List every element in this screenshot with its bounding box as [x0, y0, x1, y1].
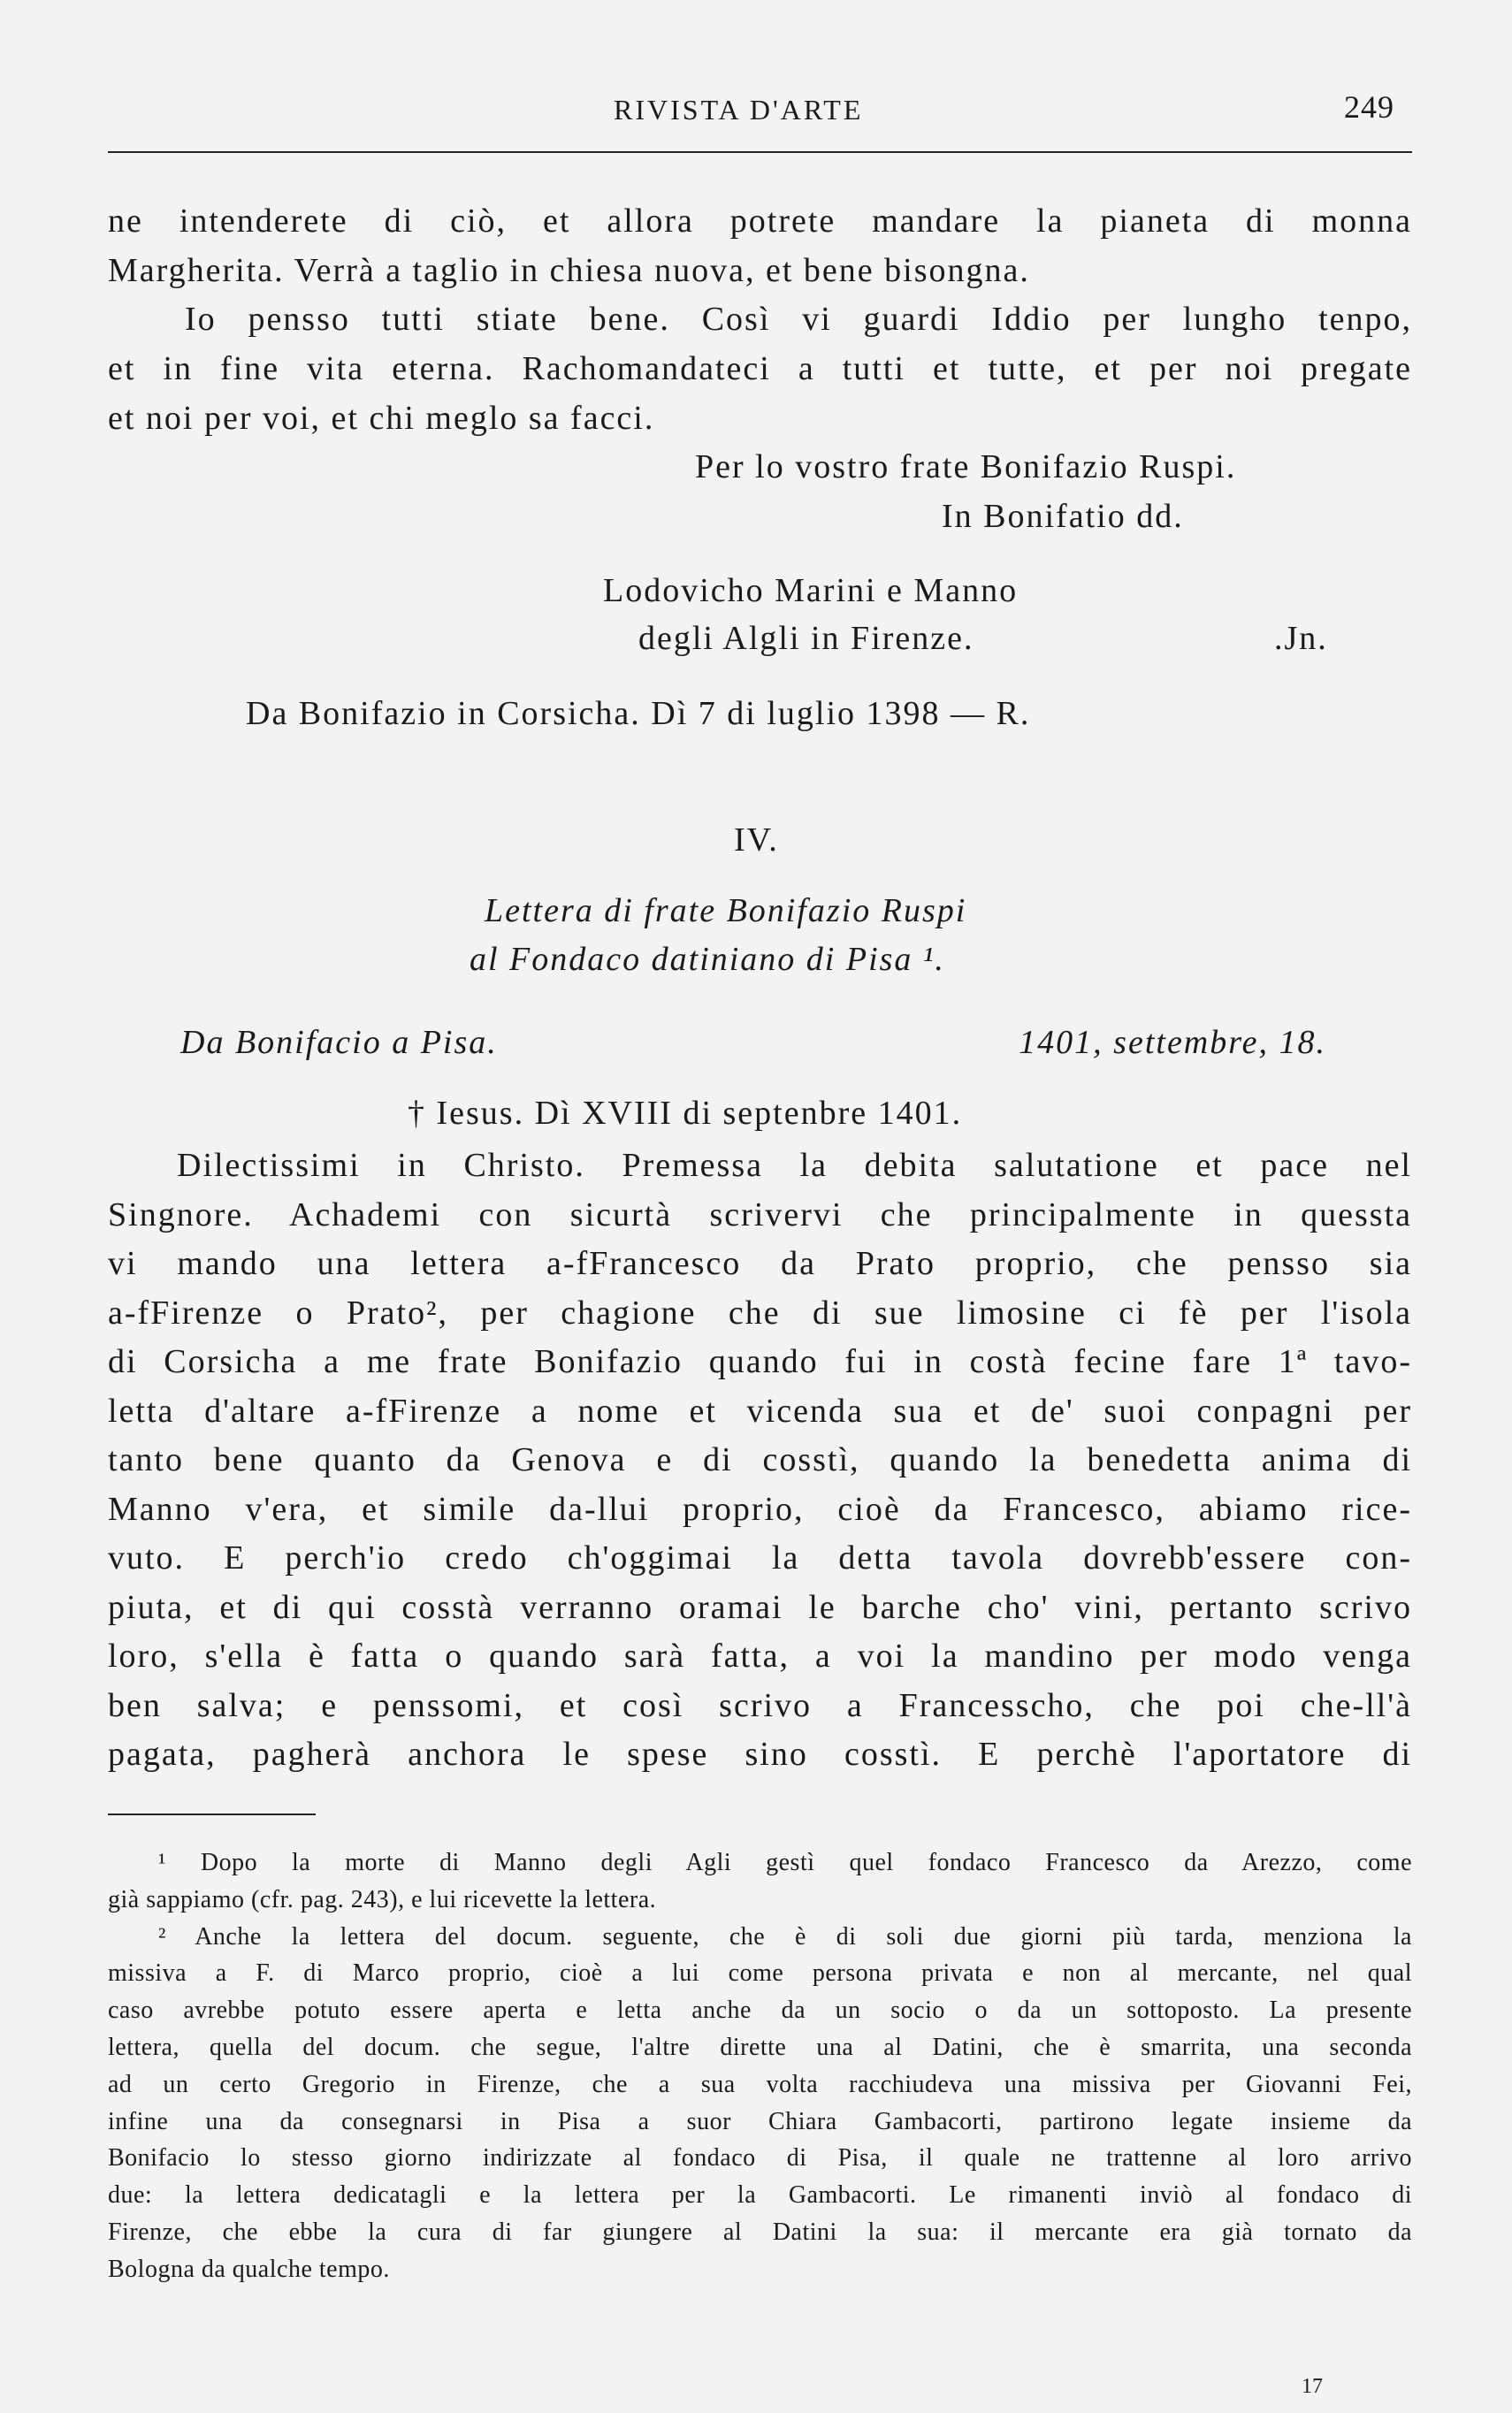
text-line: Dilectissimi in Christo. Premessa la debita salutatione et pace nel [177, 1147, 1412, 1184]
footnote-rule [108, 1814, 316, 1815]
text-line: a-fFirenze o Prato², per chagione che di sue limosine ci fè per l'isola [108, 1294, 1412, 1332]
text-line: di Corsicha a me frate Bonifazio quando fui in costà fecine fare 1ª tavo- [108, 1343, 1412, 1380]
footnote-line: caso avrebbe potuto essere aperta e letta anche da un socio o da un sottoposto. La presente [108, 1997, 1412, 2025]
footnote-line: ¹ Dopo la morte di Manno degli Agli gestì quel fondaco Francesco da Arezzo, come [158, 1849, 1412, 1876]
footnote-line: missiva a F. di Marco proprio, cioè a lui come persona privata e non al mercante, nel qual [108, 1959, 1412, 1988]
text-line: Manno v'era, et simile da-llui proprio, cioè da Francesco, abiamo rice- [108, 1490, 1412, 1528]
signature: Per lo vostro frate Bonifazio Ruspi. [695, 448, 1237, 485]
text-line: tanto bene quanto da Genova e di cosstì, quando la benedetta anima di [108, 1441, 1412, 1478]
address-mark: .Jn. [1274, 620, 1328, 657]
text-line: ben salva; e penssomi, et così scrivo a Francesscho, che poi che-ll'à [108, 1686, 1412, 1724]
footnote-line: due: la lettera dedicatagli e la lettera per la Gambacorti. Le rimanenti inviò al fondaco di [108, 2181, 1412, 2210]
text-line: vi mando una lettera a-fFrancesco da Prato proprio, che pensso sia [108, 1245, 1412, 1282]
section-number: IV. [734, 821, 779, 859]
header-rule [108, 151, 1412, 153]
footnote-line: Bonifacio lo stesso giorno indirizzate al fondaco di Pisa, il quale ne trattenne al loro arrivo [108, 2144, 1412, 2172]
text-line: ne intenderete di ciò, et allora potrete mandare la pianeta di monna [108, 202, 1412, 240]
footnote-line: lettera, quella del docum. che segue, l'altre dirette una al Datini, che è smarrita, una seconda [108, 2034, 1412, 2061]
footnote-line: già sappiamo (cfr. pag. 243), e lui ricevette la lettera. [108, 1885, 657, 1913]
text-line: Singnore. Achademi con sicurtà scrivervi che principalmente in quessta [108, 1195, 1412, 1233]
address-line-1: Lodovicho Marini e Manno [603, 572, 1019, 609]
page-number: 249 [1344, 89, 1394, 125]
text-line: vuto. E perch'io credo ch'oggimai la detta tavola dovrebb'essere con- [108, 1539, 1412, 1577]
text-line: Margherita. Verrà a taglio in chiesa nuova, et bene bisongna. [108, 251, 1030, 289]
section-place: Da Bonifacio a Pisa. [180, 1024, 498, 1061]
footnote-line: Firenze, che ebbe la cura di far giungere al Datini la sua: il mercante era già tornato da [108, 2218, 1412, 2246]
text-line: letta d'altare a-fFirenze a nome et vicenda sua et de' suoi conpagni per [108, 1392, 1412, 1430]
text-line: pagata, pagherà anchora le spese sino cosstì. E perchè l'aportatore di [108, 1736, 1412, 1773]
signature-mark: 17 [1302, 2375, 1323, 2398]
dateline: Da Bonifazio in Corsicha. Dì 7 di luglio 1398 — R. [246, 695, 1031, 732]
text-line: loro, s'ella è fatta o quando sarà fatta, a voi la mandino per modo venga [108, 1638, 1412, 1675]
text-line: et noi per voi, et chi meglo sa facci. [108, 399, 655, 437]
footnote-line: infine una da consegnarsi in Pisa a suor Chiara Gambacorti, partirono legate insieme da [108, 2107, 1412, 2135]
text-line: Io pensso tutti stiate bene. Così vi guardi Iddio per lungho tenpo, [185, 301, 1412, 339]
footnote-line: ad un certo Gregorio in Firenze, che a sua volta racchiudeva una missiva per Giovanni Fei, [108, 2070, 1412, 2098]
footnote-line: Bologna da qualche tempo. [108, 2255, 390, 2283]
address-line-2: degli Algli in Firenze. [638, 620, 974, 657]
journal-title: RIVISTA D'ARTE [614, 94, 864, 126]
section-date: 1401, settembre, 18. [1019, 1024, 1326, 1061]
text-line: piuta, et di qui cosstà verranno oramai le barche cho' vini, pertanto scrivo [108, 1588, 1412, 1626]
signature-2: In Bonifatio dd. [942, 498, 1184, 535]
text-line: et in fine vita eterna. Rachomandateci a tutti et tutte, et per noi pregate [108, 350, 1412, 388]
footnote-line: ² Anche la lettera del docum. seguente, che è di soli due giorni più tarda, menziona la [158, 1922, 1412, 1951]
section-title-1: Lettera di frate Bonifazio Ruspi [485, 892, 967, 929]
section-title-2: al Fondaco datiniano di Pisa ¹. [470, 941, 945, 978]
letter-opening: † Iesus. Dì XVIII di septenbre 1401. [408, 1095, 963, 1132]
